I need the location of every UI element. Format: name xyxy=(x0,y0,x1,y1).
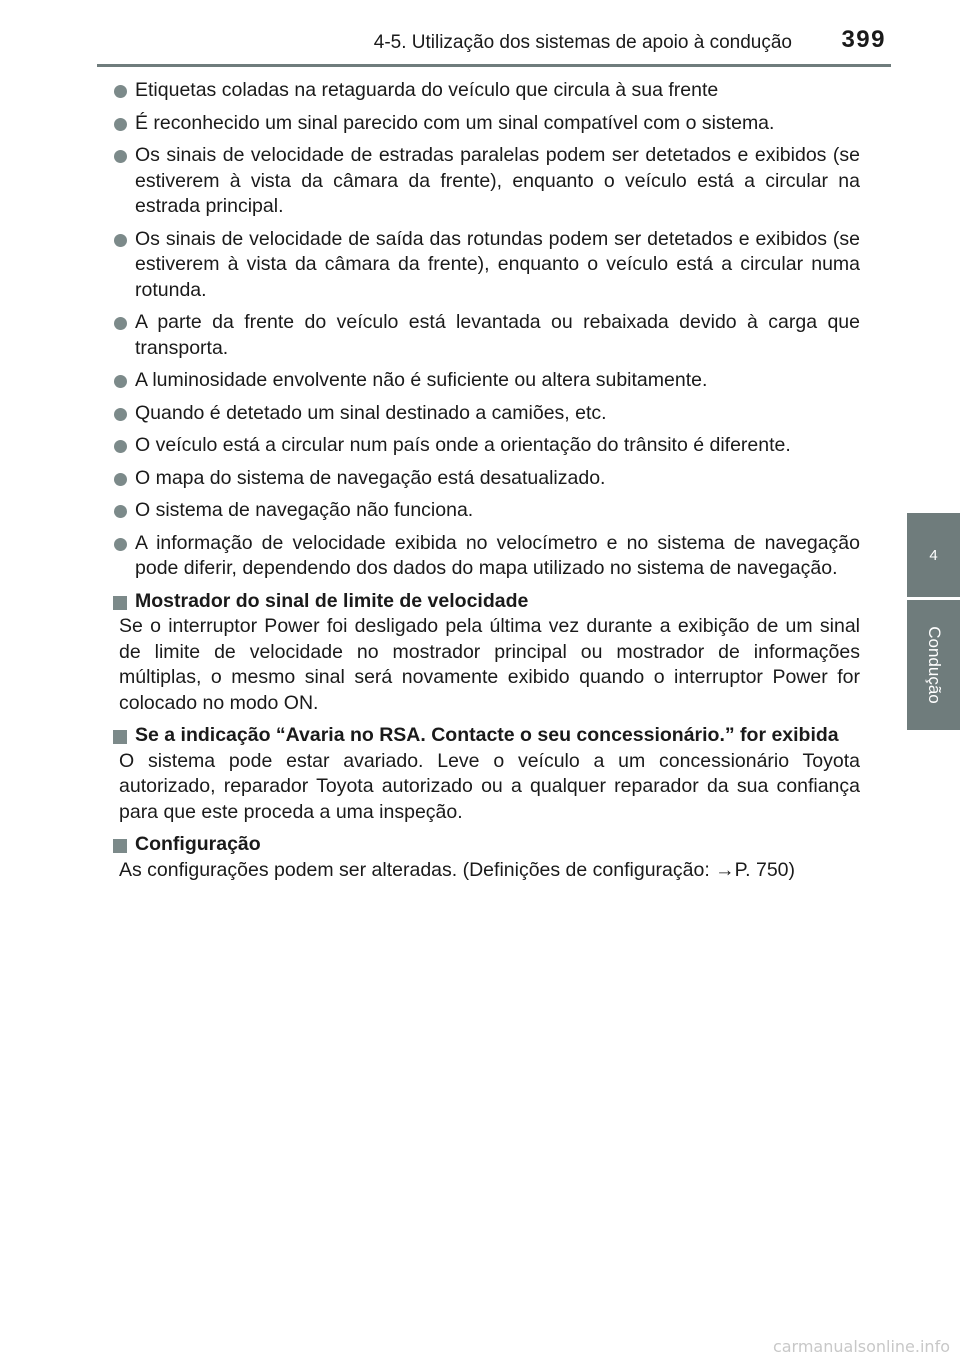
list-item: Os sinais de velocidade de estradas paralelas podem ser detetados e exibidos (se estiverem à vista da câmara da frente), enquanto o veículo está a circular na estrada principal. xyxy=(112,143,860,220)
list-item: Os sinais de velocidade de saída das rotundas podem ser detetados e exibidos (se estiverem à vista da câmara da frente), enquanto o veículo está a circular numa rotunda. xyxy=(112,227,860,304)
section-speed-sign-display xyxy=(112,589,860,717)
list-item: Etiquetas coladas na retaguarda do veículo que circula à sua frente xyxy=(112,78,860,104)
page-content xyxy=(112,78,860,890)
section-configuration xyxy=(112,832,860,883)
chapter-number-tab xyxy=(907,513,960,597)
bullet-icon xyxy=(114,317,127,330)
list-item: A parte da frente do veículo está levantada ou rebaixada devido à carga que transporta. xyxy=(112,310,860,361)
section-body: As configurações podem ser alteradas. (Definições de configuração: →P. 750) xyxy=(119,858,796,881)
section-rsa-malfunction xyxy=(112,723,860,825)
watermark: carmanualsonline.info xyxy=(772,1337,950,1356)
bullet-icon xyxy=(114,473,127,486)
page-number: 399 xyxy=(841,26,886,53)
bullet-icon xyxy=(114,440,127,453)
section-heading: Se a indicação “Avaria no RSA. Contacte o seu concessionário.” for exibida xyxy=(112,723,860,749)
square-bullet-icon xyxy=(113,596,127,610)
list-item: É reconhecido um sinal parecido com um sinal compatível com o sistema. xyxy=(112,111,860,137)
square-bullet-icon xyxy=(113,839,127,853)
bullet-icon xyxy=(114,150,127,163)
bullet-icon xyxy=(114,505,127,518)
bullet-icon xyxy=(114,538,127,551)
section-heading: Configuração xyxy=(112,832,860,858)
section-body: Se o interruptor Power foi desligado pela última vez durante a exibição de um sinal de limite de velocidade no mostrador principal ou mostrador de informações múltiplas, o mesmo sinal será novamente exibido quando o interruptor Power for colocado no modo ON. xyxy=(119,615,860,714)
bullet-icon xyxy=(114,375,127,388)
section-body: O sistema pode estar avariado. Leve o veículo a um concessionário Toyota autorizado, reparador Toyota autorizado ou a qualquer reparador da sua confiança para que este proceda a uma inspeção. xyxy=(119,749,860,823)
bullet-icon xyxy=(114,85,127,98)
list-item: O mapa do sistema de navegação está desatualizado. xyxy=(112,466,860,492)
section-heading: Mostrador do sinal de limite de velocidade xyxy=(112,589,860,615)
bullet-icon xyxy=(114,234,127,247)
header-divider xyxy=(97,64,891,67)
bullet-icon xyxy=(114,118,127,131)
list-item: A informação de velocidade exibida no velocímetro e no sistema de navegação pode diferir, dependendo dos dados do mapa utilizado no sistema de navegação. xyxy=(112,531,860,582)
bullet-icon xyxy=(114,408,127,421)
list-item: Quando é detetado um sinal destinado a camiões, etc. xyxy=(112,401,860,427)
list-item: O sistema de navegação não funciona. xyxy=(112,498,860,524)
square-bullet-icon xyxy=(113,730,127,744)
section-title: 4-5. Utilização dos sistemas de apoio à condução xyxy=(373,32,792,53)
chapter-label-tab xyxy=(907,600,960,730)
chapter-number: 4 xyxy=(929,546,938,564)
list-item: A luminosidade envolvente não é suficiente ou altera subitamente. xyxy=(112,368,860,394)
page-header xyxy=(0,0,960,66)
list-item: O veículo está a circular num país onde a orientação do trânsito é diferente. xyxy=(112,433,860,459)
chapter-label: Condução xyxy=(924,626,944,704)
